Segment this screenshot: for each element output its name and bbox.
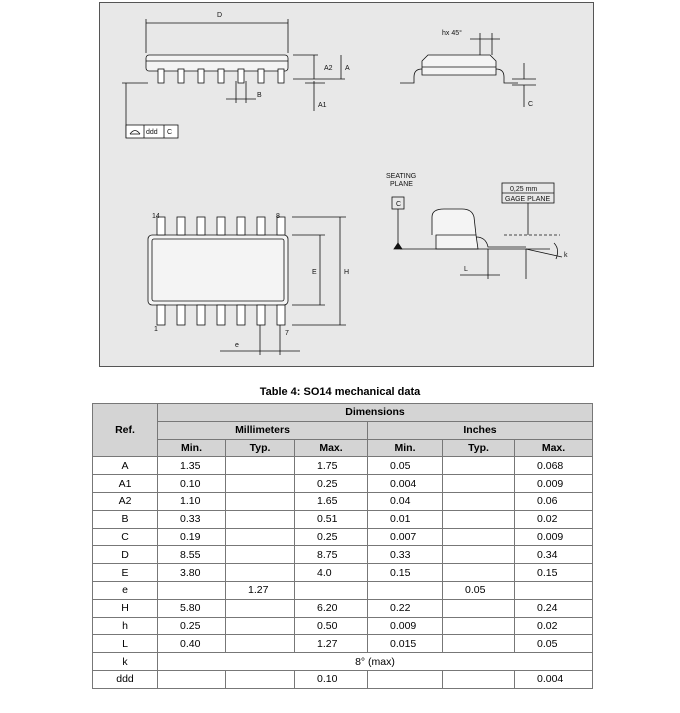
ref-cell: e xyxy=(93,581,158,599)
header-inches: Inches xyxy=(368,421,593,439)
value-cell-mm-min: 5.80 xyxy=(158,599,226,617)
ref-cell: A xyxy=(93,457,158,475)
value-cell-in-typ xyxy=(443,670,515,688)
label-c-seat: C xyxy=(396,201,402,208)
package-drawing xyxy=(99,2,594,367)
label-pin-1: 1 xyxy=(154,326,158,333)
value-cell-mm-min: 8.55 xyxy=(158,546,226,564)
top-lead xyxy=(157,305,165,325)
table-row xyxy=(93,670,593,688)
value-cell-mm-min: 0.40 xyxy=(158,635,226,653)
table-caption: Table 4: SO14 mechanical data xyxy=(259,386,421,398)
value-cell-mm-typ xyxy=(226,564,295,582)
value-cell-mm-min: 1.35 xyxy=(158,457,226,475)
header-in-typ: Typ. xyxy=(443,439,515,457)
label-hx45: hx 45° xyxy=(442,30,462,37)
table-row xyxy=(93,599,593,617)
top-lead xyxy=(197,305,205,325)
value-cell-in-max: 0.34 xyxy=(515,546,593,564)
table-row xyxy=(93,510,593,528)
top-lead xyxy=(257,305,265,325)
header-dimensions: Dimensions xyxy=(158,404,593,422)
top-lead xyxy=(237,217,245,235)
ref-cell: D xyxy=(93,546,158,564)
label-gage-plane: GAGE PLANE xyxy=(505,196,551,203)
value-cell-in-max: 0.24 xyxy=(515,599,593,617)
value-cell-mm-min: 0.10 xyxy=(158,475,226,493)
value-cell-mm-typ xyxy=(226,670,295,688)
label-a2: A2 xyxy=(324,65,333,72)
value-cell-in-typ xyxy=(443,564,515,582)
value-cell-in-max: 0.009 xyxy=(515,528,593,546)
value-cell-mm-max: 0.51 xyxy=(295,510,368,528)
top-lead xyxy=(237,305,245,325)
table-row xyxy=(93,635,593,653)
value-cell-in-min: 0.05 xyxy=(368,457,443,475)
label-plane: PLANE xyxy=(390,181,413,188)
value-cell-in-typ xyxy=(443,635,515,653)
side-lead xyxy=(178,69,184,83)
ref-cell: A2 xyxy=(93,492,158,510)
value-cell-in-typ xyxy=(443,528,515,546)
table-row xyxy=(93,475,593,493)
label-h: H xyxy=(344,269,350,276)
value-cell-mm-min: 3.80 xyxy=(158,564,226,582)
side-lead xyxy=(258,69,264,83)
value-cell-in-max: 0.06 xyxy=(515,492,593,510)
label-d: D xyxy=(217,12,223,19)
side-lead xyxy=(218,69,224,83)
table-row xyxy=(93,546,593,564)
table-row xyxy=(93,528,593,546)
value-cell-in-min: 0.22 xyxy=(368,599,443,617)
value-cell-mm-typ xyxy=(226,492,295,510)
value-cell-span: 8° (max) xyxy=(158,653,593,671)
label-a1: A1 xyxy=(318,102,327,109)
label-pin-7: 7 xyxy=(285,330,289,337)
header-mm-max: Max. xyxy=(295,439,368,457)
value-cell-in-typ xyxy=(443,510,515,528)
label-b: B xyxy=(257,92,262,99)
value-cell-in-min xyxy=(368,670,443,688)
table-row xyxy=(93,581,593,599)
table-row xyxy=(93,457,593,475)
top-lead xyxy=(257,217,265,235)
value-cell-in-min xyxy=(368,581,443,599)
value-cell-mm-typ: 1.27 xyxy=(226,581,295,599)
top-lead xyxy=(177,217,185,235)
value-cell-in-max: 0.009 xyxy=(515,475,593,493)
value-cell-mm-typ xyxy=(226,635,295,653)
value-cell-in-max: 0.15 xyxy=(515,564,593,582)
label-gage-value: 0,25 mm xyxy=(510,186,538,193)
ref-cell: L xyxy=(93,635,158,653)
value-cell-mm-max: 0.25 xyxy=(295,475,368,493)
side-lead xyxy=(198,69,204,83)
value-cell-in-max: 0.02 xyxy=(515,617,593,635)
value-cell-mm-typ xyxy=(226,599,295,617)
side-lead xyxy=(278,69,284,83)
value-cell-mm-typ xyxy=(226,510,295,528)
table-row xyxy=(93,492,593,510)
ref-cell: A1 xyxy=(93,475,158,493)
value-cell-mm-max: 1.75 xyxy=(295,457,368,475)
value-cell-mm-typ xyxy=(226,546,295,564)
side-lead xyxy=(158,69,164,83)
value-cell-mm-typ xyxy=(226,528,295,546)
header-in-min: Min. xyxy=(368,439,443,457)
label-k: k xyxy=(564,252,568,259)
value-cell-in-typ: 0.05 xyxy=(443,581,515,599)
ref-cell: B xyxy=(93,510,158,528)
value-cell-mm-max: 1.27 xyxy=(295,635,368,653)
label-e-pitch: e xyxy=(235,342,239,349)
top-lead xyxy=(177,305,185,325)
table-row xyxy=(93,653,593,671)
header-in-max: Max. xyxy=(515,439,593,457)
value-cell-in-typ xyxy=(443,546,515,564)
top-lead xyxy=(217,305,225,325)
value-cell-in-typ xyxy=(443,475,515,493)
top-lead xyxy=(197,217,205,235)
value-cell-mm-typ xyxy=(226,475,295,493)
value-cell-in-min: 0.33 xyxy=(368,546,443,564)
top-lead xyxy=(277,305,285,325)
value-cell-in-min: 0.007 xyxy=(368,528,443,546)
value-cell-mm-max: 1.65 xyxy=(295,492,368,510)
ref-cell: h xyxy=(93,617,158,635)
label-c-frame: C xyxy=(167,129,173,136)
header-mm-typ: Typ. xyxy=(226,439,295,457)
label-a: A xyxy=(345,65,350,72)
value-cell-in-min: 0.015 xyxy=(368,635,443,653)
value-cell-mm-min: 0.25 xyxy=(158,617,226,635)
value-cell-in-min: 0.004 xyxy=(368,475,443,493)
value-cell-mm-min: 0.19 xyxy=(158,528,226,546)
ref-cell: H xyxy=(93,599,158,617)
label-pin-8: 8 xyxy=(276,213,280,220)
value-cell-in-min: 0.009 xyxy=(368,617,443,635)
value-cell-in-min: 0.15 xyxy=(368,564,443,582)
package-outline-figure xyxy=(100,3,593,366)
value-cell-in-max: 0.02 xyxy=(515,510,593,528)
ref-cell: k xyxy=(93,653,158,671)
value-cell-mm-max xyxy=(295,581,368,599)
value-cell-mm-min: 1.10 xyxy=(158,492,226,510)
mechanical-data-table xyxy=(92,403,593,689)
label-pin-14: 14 xyxy=(152,213,160,220)
label-e-upper: E xyxy=(312,269,317,276)
value-cell-in-max: 0.004 xyxy=(515,670,593,688)
value-cell-in-typ xyxy=(443,617,515,635)
value-cell-mm-max: 8.75 xyxy=(295,546,368,564)
table-row xyxy=(93,564,593,582)
value-cell-mm-max: 0.50 xyxy=(295,617,368,635)
top-lead xyxy=(217,217,225,235)
value-cell-in-typ xyxy=(443,599,515,617)
value-cell-mm-max: 4.0 xyxy=(295,564,368,582)
header-ref: Ref. xyxy=(93,404,158,457)
value-cell-mm-min xyxy=(158,670,226,688)
header-millimeters: Millimeters xyxy=(158,421,368,439)
table-row xyxy=(93,617,593,635)
value-cell-mm-max: 0.10 xyxy=(295,670,368,688)
value-cell-in-typ xyxy=(443,492,515,510)
label-l: L xyxy=(464,266,468,273)
value-cell-mm-min xyxy=(158,581,226,599)
ref-cell: ddd xyxy=(93,670,158,688)
value-cell-in-max xyxy=(515,581,593,599)
value-cell-mm-max: 6.20 xyxy=(295,599,368,617)
ref-cell: C xyxy=(93,528,158,546)
value-cell-in-typ xyxy=(443,457,515,475)
value-cell-in-min: 0.01 xyxy=(368,510,443,528)
value-cell-mm-min: 0.33 xyxy=(158,510,226,528)
label-ddd: ddd xyxy=(146,129,158,136)
value-cell-mm-typ xyxy=(226,617,295,635)
label-c-side: C xyxy=(528,101,534,108)
value-cell-in-max: 0.05 xyxy=(515,635,593,653)
label-seating: SEATING xyxy=(386,173,417,180)
header-mm-min: Min. xyxy=(158,439,226,457)
value-cell-in-min: 0.04 xyxy=(368,492,443,510)
value-cell-mm-typ xyxy=(226,457,295,475)
value-cell-mm-max: 0.25 xyxy=(295,528,368,546)
value-cell-in-max: 0.068 xyxy=(515,457,593,475)
side-lead xyxy=(238,69,244,83)
table-body xyxy=(93,457,593,688)
ref-cell: E xyxy=(93,564,158,582)
